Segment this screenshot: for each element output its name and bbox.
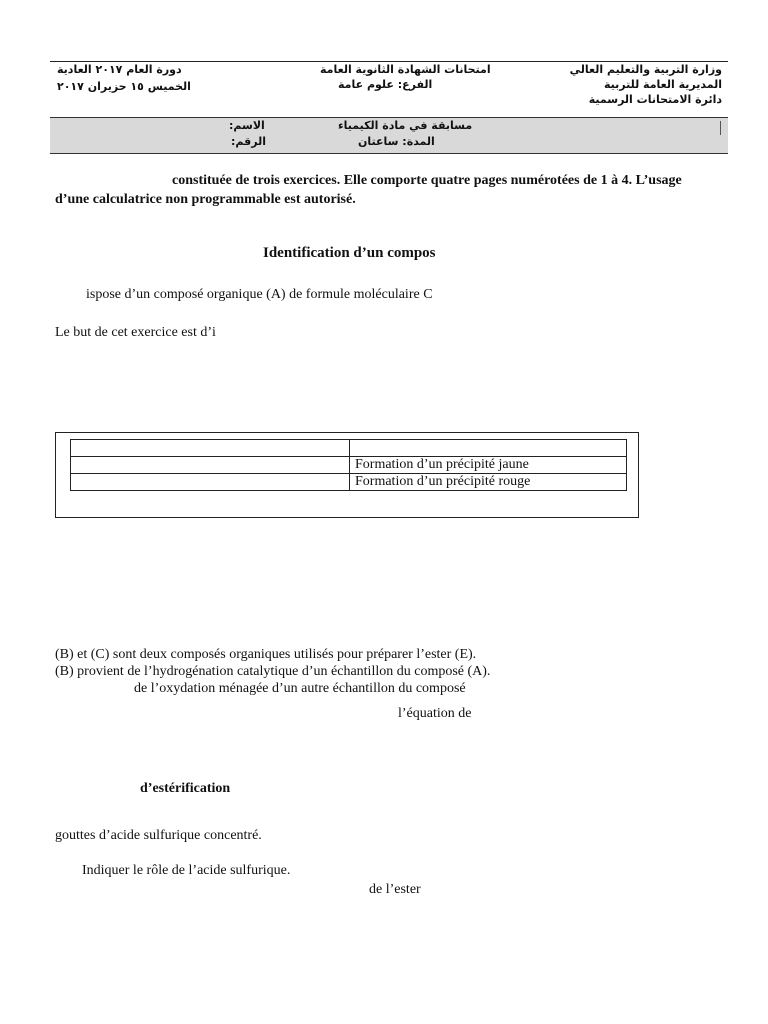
table-row [71,457,627,474]
table-cell [71,440,350,457]
intro-line-1: constituée de trois exercices. Elle comporte quatre pages numérotées de 1 à 4. L’usage [172,173,682,188]
esterification-heading: d’estérification [140,781,231,796]
number-label: الرقم: [231,135,266,148]
body-line-2: (B) provient de l’hydrogénation catalytique d’un échantillon du composé (A). [55,664,491,679]
observation-table [70,439,627,491]
band-divider [720,121,721,135]
body-line-6: Indiquer le rôle de l’acide sulfurique. [82,863,291,878]
table-row [71,440,627,457]
name-label: الاسم: [229,119,265,132]
body-line-5: gouttes d’acide sulfurique concentré. [55,828,262,843]
exam-title: امتحانات الشهادة الثانوية العامة [320,63,491,76]
subject-label: مسابقة في مادة الكيمياء [338,119,473,132]
exams-department: دائرة الامتحانات الرسمية [588,93,722,106]
header-top-rule [50,61,728,62]
exam-branch: الفرع: علوم عامة [338,78,433,91]
directorate-name: المديرية العامة للتربية [603,78,722,91]
body-line-7: de l’ester [369,882,421,897]
body-line-4: l’équation de [398,706,472,721]
body-line-3: de l’oxydation ménagée d’un autre échantillon du composé [134,681,466,696]
exercise-title: Identification d’un compos [263,245,436,261]
table-cell [71,474,350,491]
duration-label: المدة: ساعتان [358,135,435,148]
table-cell: Formation d’un précipité jaune [350,457,627,474]
exam-session: دورة العام ٢٠١٧ العادية [57,63,182,76]
exercise-para-1: ispose d’un composé organique (A) de formule moléculaire C [86,287,433,302]
exercise-para-2: Le but de cet exercice est d’i [55,325,216,340]
body-line-1: (B) et (C) sont deux composés organiques utilisés pour préparer l’ester (E). [55,647,477,662]
ministry-name: وزارة التربية والتعليم العالي [569,63,722,76]
exam-date: الخميس ١٥ حزيران ٢٠١٧ [57,80,191,93]
table-cell [350,440,627,457]
table-row [71,474,627,491]
table-cell: Formation d’un précipité rouge [350,474,627,491]
intro-line-2: d’une calculatrice non programmable est autorisé. [55,192,356,207]
table-cell [71,457,350,474]
